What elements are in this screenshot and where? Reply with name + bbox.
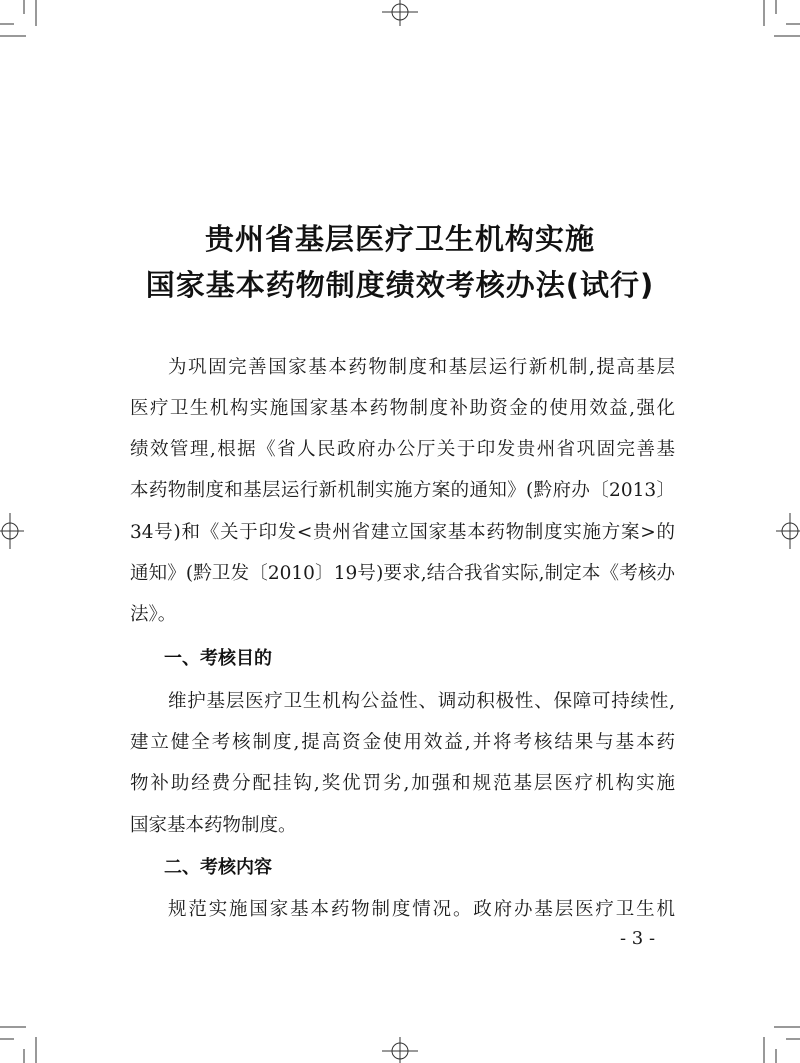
paragraph-line: 绩效管理,根据《省人民政府办公厅关于印发贵州省巩固完善基 [130,439,675,460]
document-title-line2: 国家基本药物制度绩效考核办法(试行) [145,268,655,302]
paragraph-line: 物补助经费分配挂钩,奖优罚劣,加强和规范基层医疗机构实施 [130,773,675,794]
paragraph-line: 建立健全考核制度,提高资金使用效益,并将考核结果与基本药 [130,732,675,753]
paragraph-line: 34号)和《关于印发<贵州省建立国家基本药物制度实施方案>的 [130,522,675,543]
paragraph-line: 法》。 [130,604,177,625]
paragraph-line: 本药物制度和基层运行新机制实施方案的通知》(黔府办〔2013〕 [130,480,675,501]
paragraph-line: 维护基层医疗卫生机构公益性、调动积极性、保障可持续性, [168,691,675,712]
paragraph-line: 国家基本药物制度。 [130,815,297,836]
document-title-line1: 贵州省基层医疗卫生机构实施 [204,222,595,256]
page-number: - 3 - [620,928,656,949]
paragraph-line: 通知》(黔卫发〔2010〕19号)要求,结合我省实际,制定本《考核办 [130,563,675,584]
section-heading-purpose: 一、考核目的 [164,648,272,669]
paragraph-line: 规范实施国家基本药物制度情况。政府办基层医疗卫生机 [168,899,675,920]
section-heading-content: 二、考核内容 [164,857,272,878]
paragraph-line: 医疗卫生机构实施国家基本药物制度补助资金的使用效益,强化 [130,398,675,419]
paragraph-line: 为巩固完善国家基本药物制度和基层运行新机制,提高基层 [168,357,675,378]
